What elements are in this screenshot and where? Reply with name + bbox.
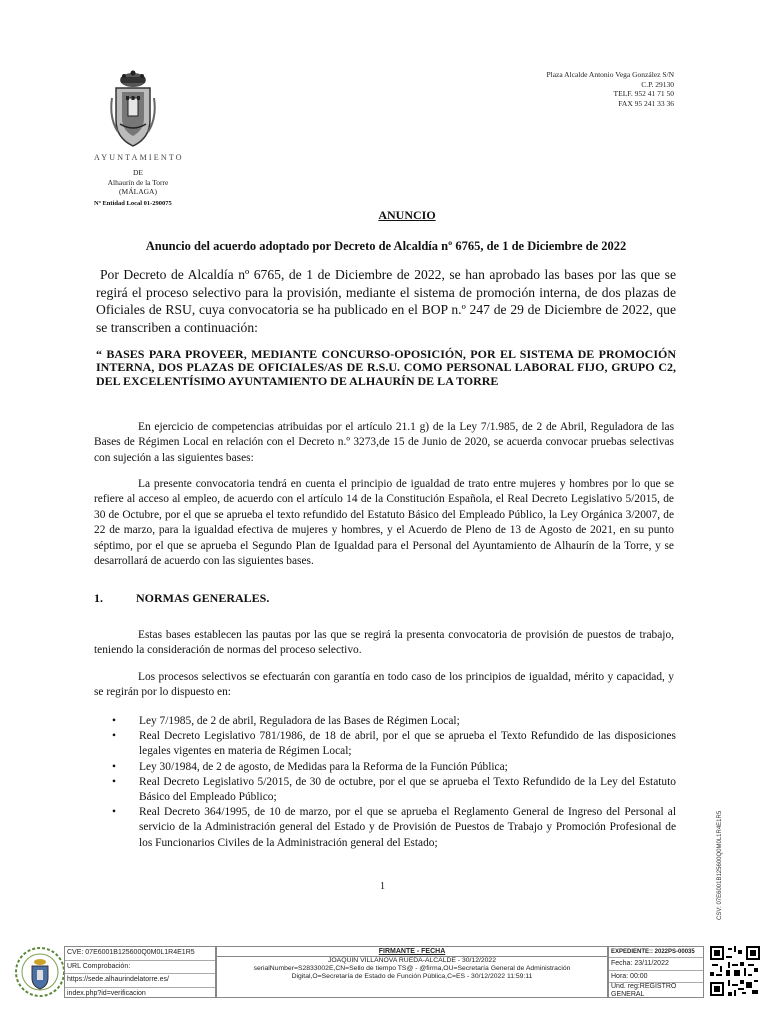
verification-link-path[interactable]: index.php?id=verificacion <box>67 989 146 997</box>
signer-header: FIRMANTE - FECHA <box>217 947 607 957</box>
list-item <box>112 805 676 851</box>
list-item <box>112 760 676 775</box>
municipality-block <box>88 168 188 197</box>
ayuntamiento-label: AYUNTAMIENTO <box>94 153 184 162</box>
list-item-text: Real Decreto 364/1995, de 10 de marzo, por el que se aprueba el Reglamento General de Ingreso del Personal al servicio de la Administración general del Estado y de Provisión de Puestos de Trabajo y Promoción Profesional de los Funcionarios Civiles de la Administración general del Estado; <box>139 806 676 849</box>
document-title: ANUNCIO <box>378 208 436 222</box>
verification-box <box>64 946 216 998</box>
address-line: Plaza Alcalde Antonio Vega González S/N <box>546 70 674 79</box>
document-subtitle: Anuncio del acuerdo adoptado por Decreto de Alcaldía nº 6765, de 1 de Diciembre de 2022 <box>145 239 627 253</box>
coat-of-arms-icon <box>108 68 158 148</box>
list-item <box>112 775 676 805</box>
csv-side-label: CSV: 07E6001B125600Q0M0L1R4E1R5 <box>717 810 723 920</box>
url-label: URL Comprobación: <box>65 961 215 975</box>
bullet-icon: • <box>112 806 116 819</box>
de-label: DE <box>133 168 143 177</box>
expediente-number: EXPEDIENTE:: 2022PS-00035 <box>609 947 703 958</box>
list-item-text: Ley 7/1985, de 2 de abril, Reguladora de las Bases de Régimen Local; <box>139 715 460 727</box>
province-name: (MÁLAGA) <box>119 187 157 196</box>
list-item <box>112 729 676 759</box>
list-item-text: Real Decreto Legislativo 781/1986, de 18 de abril, por el que se aprueba el Texto Refundido de las disposiciones legales vigentes en materia de Régimen Local; <box>139 730 676 758</box>
registry-unit: Und. reg:REGISTRO GENERAL <box>611 983 677 998</box>
record-date: Fecha: 23/11/2022 <box>609 958 703 971</box>
bullet-icon: • <box>112 730 116 743</box>
signer-line: JOAQUIN VILLANOVA RUEDA-ALCALDE - 30/12/2022 <box>328 957 496 964</box>
address-line: TELF. 952 41 71 50 <box>613 89 674 98</box>
municipality-name: Alhaurín de la Torre <box>107 177 169 187</box>
signature-footer <box>8 944 764 1000</box>
list-item-text: Real Decreto Legislativo 5/2015, de 30 de octubre, por el que se aprueba el Texto Refundido de la Ley del Estatuto Básico del Empleado Público; <box>139 775 676 804</box>
record-time: Hora: 00:00 <box>609 971 703 983</box>
intro-paragraph: Por Decreto de Alcaldía nº 6765, de 1 de Diciembre de 2022, se han aprobado las bases por las que se regirá el proceso selectivo para la provisión, mediante el sistema de promoción interna, de dos plazas de Oficiales de RSU, cuya convocatoria se ha publicado en el BOP n.º 247 de 29 de Diciembre de 2022, que se transcriben a continuación: <box>96 267 676 335</box>
section-title: NORMAS GENERALES. <box>136 591 270 605</box>
address-line: FAX 95 241 33 36 <box>618 98 674 108</box>
body-paragraph: La presente convocatoria tendrá en cuenta el principio de igualdad de trato entre mujeres y hombres por lo que se refiere al acceso al empleo, de acuerdo con el artículo 14 de la Constitución Española, el Real Decreto Legislativo 5/2015, de 30 de Octubre, por el que se aprueba el texto refundido del Estatuto Básico del Empleado Público, la Ley Orgánica 3/2007, de 22 de marzo, para la igualdad efectiva de mujeres y hombres, y el Acuerdo de Pleno de 13 de Agosto de 2021, en su punto séptimo, por el que se aprueba el Segundo Plan de Igualdad para el Personal del Ayuntamiento de Alhaurín de la Torre, y se desarrollará de acuerdo con las siguientes bases. <box>94 478 674 568</box>
signer-line: Digital,O=Secretaría de Estado de Función Pública,C=ES - 30/12/2022 11:59:11 <box>291 973 533 981</box>
signer-box <box>216 946 608 998</box>
legislation-list <box>112 714 676 851</box>
body-paragraph: Estas bases establecen las pautas por las que se regirá la presenta convocatoria de provisión de puestos de trabajo, teniendo la consideración de normas del proceso selectivo. <box>94 629 674 657</box>
address-line: C.P. 29130 <box>641 79 674 89</box>
list-item <box>112 714 676 729</box>
municipal-seal-icon <box>14 946 66 998</box>
qr-code-icon <box>710 946 760 996</box>
record-box <box>608 946 704 998</box>
bullet-icon: • <box>112 760 116 773</box>
verification-link[interactable]: https://sede.alhaurindelatorre.es/ <box>65 974 215 988</box>
cve-code: CVE: 07E6001B125600Q0M0L1R4E1R5 <box>65 947 215 961</box>
page-number: 1 <box>380 881 385 892</box>
bases-heading: “ BASES PARA PROVEER, MEDIANTE CONCURSO-OPOSICIÓN, POR EL SISTEMA DE PROMOCIÓN INTERNA, DOS PLAZAS DE OFICIALES/AS DE R.S.U. COMO PERSONAL LABORAL FIJO, GRUPO C2, DEL EXCELENTÍSIMO AYUNTAMIENTO DE ALHAURÍN DE LA TORRE <box>96 347 676 388</box>
signer-line: serialNumber=S2833002E,CN=Sello de tiempo TS@ - @firma,OU=Secretaría General de Administración <box>253 965 571 973</box>
body-paragraph: En ejercicio de competencias atribuidas por el artículo 21.1 g) de la Ley 7/1.985, de 2 de Abril, Reguladora de las Bases de Régimen Local en relación con el Decreto n.º 3273,de 15 de Junio de 2020, se acuerda convocar pruebas selectivas con sujeción a las siguientes bases: <box>94 421 674 464</box>
section-number: 1. <box>94 591 103 605</box>
entity-number: Nº Entidad Local 01-290075 <box>94 200 172 207</box>
section-heading <box>94 591 269 606</box>
bullet-icon: • <box>112 775 116 788</box>
body-paragraph: Los procesos selectivos se efectuarán con garantía en todo caso de los principios de igualdad, mérito y capacidad, y se regirán por lo dispuesto en: <box>94 671 674 699</box>
address-block <box>546 70 674 108</box>
list-item-text: Ley 30/1984, de 2 de agosto, de Medidas para la Reforma de la Función Pública; <box>139 760 508 773</box>
bullet-icon: • <box>112 715 116 727</box>
